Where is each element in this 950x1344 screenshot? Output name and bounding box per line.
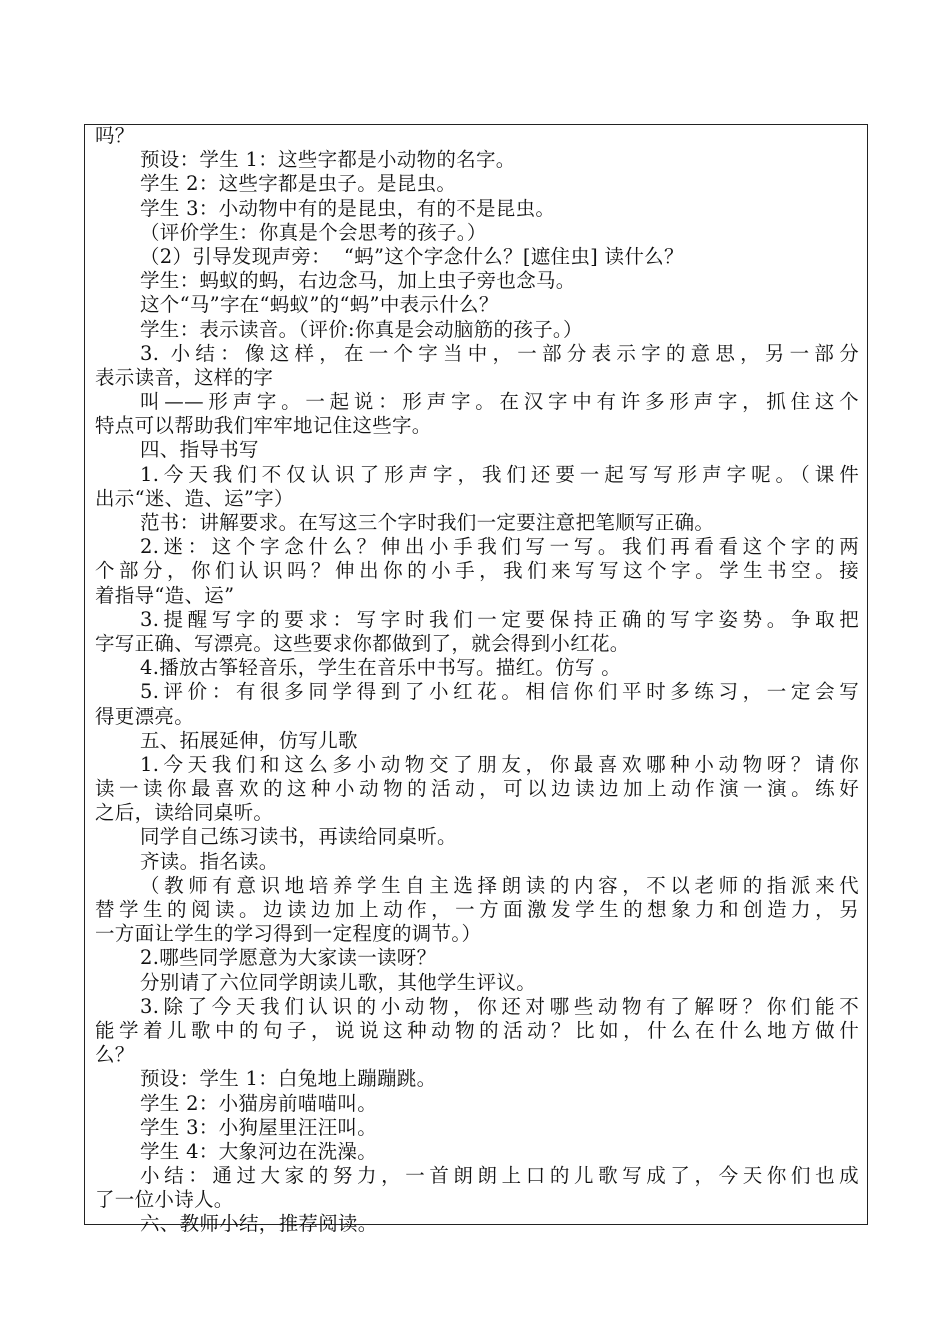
- text-line: 四、指导书写: [140, 438, 259, 462]
- text-line: 能学着儿歌中的句子，说说这种动物的活动？比如，什么在什么地方做什: [95, 1018, 859, 1042]
- text-line: 这个“马”字在“蚂蚁”的“蚂”中表示什么？: [140, 293, 499, 317]
- text-line: 2.哪些同学愿意为大家读一读呀？: [140, 946, 437, 970]
- text-line: 了一位小诗人。: [95, 1188, 234, 1212]
- text-line: 学生：表示读音。（评价:你真是会动脑筋的孩子。）: [140, 317, 583, 341]
- text-line: 学生 3：小狗屋里汪汪叫。: [140, 1115, 378, 1139]
- text-line: 六、教师小结，推荐阅读。: [140, 1212, 378, 1236]
- text-line: 1.今天我们和这么多小动物交了朋友，你最喜欢哪种小动物呀？请你: [140, 752, 859, 776]
- text-line: 特点可以帮助我们牢牢地记住这些字。: [95, 414, 432, 438]
- text-line: 学生 2：这些字都是虫子。是昆虫。: [140, 172, 457, 196]
- text-line: 出示“迷、造、运”字）: [95, 486, 294, 510]
- text-line: 3. 小结：像这样，在一个字当中，一部分表示字的意思，另一部分: [140, 341, 859, 365]
- text-line: 么？: [95, 1043, 135, 1067]
- text-line: 叫——形声字。一起说：形声字。在汉字中有许多形声字，抓住这个: [140, 390, 859, 414]
- text-line: 读一读你最喜欢的这种小动物的活动，可以边读边加上动作演一演。练好: [95, 777, 859, 801]
- text-line: （教师有意识地培养学生自主选择朗读的内容，不以老师的指派来代: [140, 873, 859, 897]
- text-line: 齐读。指名读。: [140, 849, 279, 873]
- text-line: （评价学生：你真是个会思考的孩子。）: [140, 220, 487, 244]
- text-line: 着指导“造、运”: [95, 583, 235, 607]
- lesson-plan-text: [95, 124, 859, 1237]
- text-line: 之后，读给同桌听。: [95, 801, 274, 825]
- text-line: （2）引导发现声旁： “蚂”这个字念什么？[遮住虫] 读什么？: [140, 244, 684, 268]
- text-line: 3.除了今天我们认识的小动物，你还对哪些动物有了解呀？你们能不: [140, 994, 859, 1018]
- text-line: 表示读音，这样的字: [95, 365, 274, 389]
- text-line: 一方面让学生的学习得到一定程度的调节。）: [95, 922, 482, 946]
- text-line: 学生：蚂蚁的蚂，右边念马，加上虫子旁也念马。: [140, 269, 576, 293]
- text-line: 学生 3：小动物中有的是昆虫，有的不是昆虫。: [140, 196, 556, 220]
- text-line: 预设：学生 1：白兔地上蹦蹦跳。: [140, 1067, 437, 1091]
- text-line: 得更漂亮。: [95, 704, 195, 728]
- text-line: 替学生的阅读。边读边加上动作，一方面激发学生的想象力和创造力，另: [95, 898, 859, 921]
- text-line: 字写正确、写漂亮。这些要求你都做到了，就会得到小红花。: [95, 631, 630, 655]
- text-line: 学生 4：大象河边在洗澡。: [140, 1139, 378, 1163]
- text-line: 范书：讲解要求。在写这三个字时我们一定要注意把笔顺写正确。: [140, 511, 715, 534]
- text-line: 3.提醒写字的要求：写字时我们一定要保持正确的写字姿势。争取把: [140, 607, 859, 631]
- text-line: 预设：学生 1：这些字都是小动物的名字。: [140, 148, 516, 172]
- text-line: 学生 2：小猫房前喵喵叫。: [140, 1091, 378, 1115]
- text-line: 小结：通过大家的努力，一首朗朗上口的儿歌写成了，今天你们也成: [140, 1164, 859, 1188]
- text-line: 吗？: [95, 124, 135, 147]
- text-line: 4.播放古筝轻音乐，学生在音乐中书写。描红。仿写 。: [140, 656, 622, 680]
- text-line: 五、拓展延伸，仿写儿歌: [140, 728, 358, 752]
- text-line: 个部分，你们认识吗？伸出你的小手，我们来写写这个字。学生书空。接: [95, 559, 859, 583]
- text-line: 1.今天我们不仅认识了形声字，我们还要一起写写形声字呢。（课件: [140, 462, 859, 486]
- text-line: 分别请了六位同学朗读儿歌，其他学生评议。: [140, 970, 537, 994]
- text-line: 2.迷：这个字念什么？伸出小手我们写一写。我们再看看这个字的两: [140, 535, 859, 559]
- text-line: 同学自己练习读书，再读给同桌听。: [140, 825, 457, 849]
- text-line: 5.评价：有很多同学得到了小红花。相信你们平时多练习，一定会写: [140, 680, 859, 704]
